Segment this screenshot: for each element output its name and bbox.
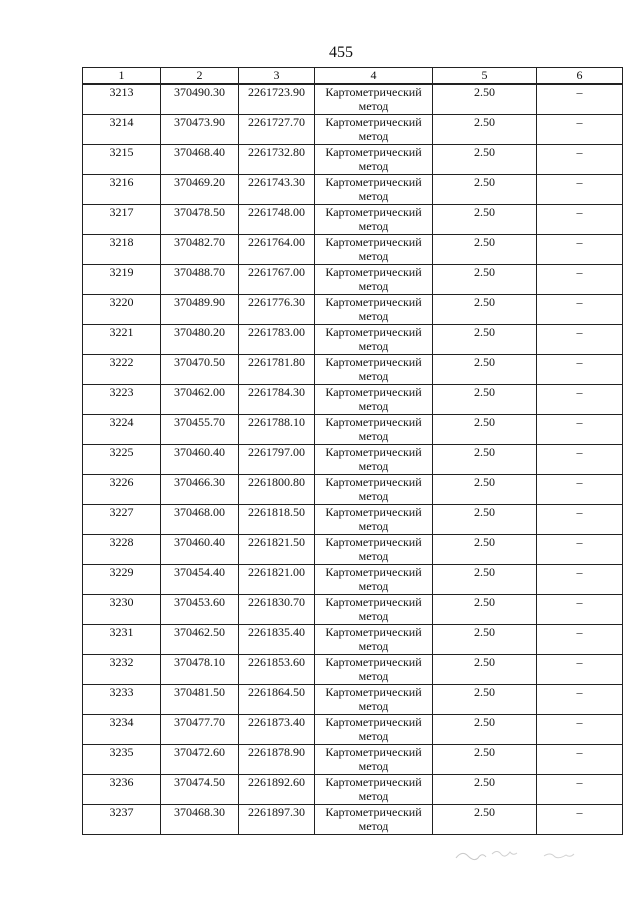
x-coordinate-cell: 370468.30 xyxy=(161,805,239,835)
method-text-line2: метод xyxy=(358,399,389,413)
point-number-cell: 3227 xyxy=(83,505,161,535)
y-coordinate-cell: 2261873.40 xyxy=(239,715,315,745)
accuracy-cell: 2.50 xyxy=(433,475,537,505)
method-text-line1: Картометрический xyxy=(325,265,422,279)
method-cell xyxy=(315,295,433,325)
x-coordinate-cell: 370490.30 xyxy=(161,84,239,115)
point-number-cell: 3218 xyxy=(83,235,161,265)
method-text-line2: метод xyxy=(358,189,389,203)
note-cell: – xyxy=(537,655,623,685)
accuracy-cell: 2.50 xyxy=(433,415,537,445)
method-cell xyxy=(315,655,433,685)
method-text-line1: Картометрический xyxy=(325,625,422,639)
table-row xyxy=(83,265,623,295)
x-coordinate-cell: 370468.00 xyxy=(161,505,239,535)
x-coordinate-cell: 370489.90 xyxy=(161,295,239,325)
x-coordinate-cell: 370472.60 xyxy=(161,745,239,775)
accuracy-cell: 2.50 xyxy=(433,655,537,685)
method-text-line2: метод xyxy=(358,609,389,623)
note-cell: – xyxy=(537,265,623,295)
method-text-line2: метод xyxy=(358,489,389,503)
table-row xyxy=(83,715,623,745)
x-coordinate-cell: 370466.30 xyxy=(161,475,239,505)
accuracy-cell: 2.50 xyxy=(433,295,537,325)
method-cell xyxy=(315,505,433,535)
accuracy-cell: 2.50 xyxy=(433,775,537,805)
y-coordinate-cell: 2261821.50 xyxy=(239,535,315,565)
accuracy-cell: 2.50 xyxy=(433,205,537,235)
point-number-cell: 3213 xyxy=(83,84,161,115)
x-coordinate-cell: 370454.40 xyxy=(161,565,239,595)
table-header xyxy=(83,68,623,85)
note-cell: – xyxy=(537,745,623,775)
method-text-line1: Картометрический xyxy=(325,115,422,129)
table-row xyxy=(83,175,623,205)
note-cell: – xyxy=(537,775,623,805)
method-cell xyxy=(315,385,433,415)
table-row xyxy=(83,805,623,835)
method-text-line1: Картометрический xyxy=(325,385,422,399)
note-cell: – xyxy=(537,595,623,625)
method-text-line1: Картометрический xyxy=(325,145,422,159)
method-text-line2: метод xyxy=(358,699,389,713)
point-number-cell: 3228 xyxy=(83,535,161,565)
method-text-line2: метод xyxy=(358,429,389,443)
method-text-line1: Картометрический xyxy=(325,775,422,789)
x-coordinate-cell: 370478.10 xyxy=(161,655,239,685)
accuracy-cell: 2.50 xyxy=(433,265,537,295)
method-cell xyxy=(315,685,433,715)
accuracy-cell: 2.50 xyxy=(433,625,537,655)
y-coordinate-cell: 2261878.90 xyxy=(239,745,315,775)
note-cell: – xyxy=(537,625,623,655)
table-row xyxy=(83,475,623,505)
x-coordinate-cell: 370481.50 xyxy=(161,685,239,715)
method-cell xyxy=(315,325,433,355)
point-number-cell: 3225 xyxy=(83,445,161,475)
x-coordinate-cell: 370478.50 xyxy=(161,205,239,235)
method-text-line2: метод xyxy=(358,639,389,653)
point-number-cell: 3231 xyxy=(83,625,161,655)
note-cell: – xyxy=(537,475,623,505)
note-cell: – xyxy=(537,145,623,175)
x-coordinate-cell: 370462.50 xyxy=(161,625,239,655)
table-row xyxy=(83,355,623,385)
method-text-line1: Картометрический xyxy=(325,595,422,609)
point-number-cell: 3229 xyxy=(83,565,161,595)
x-coordinate-cell: 370474.50 xyxy=(161,775,239,805)
accuracy-cell: 2.50 xyxy=(433,145,537,175)
accuracy-cell: 2.50 xyxy=(433,325,537,355)
header-row xyxy=(83,68,623,85)
table-row xyxy=(83,775,623,805)
method-text-line2: метод xyxy=(358,339,389,353)
method-text-line1: Картометрический xyxy=(325,355,422,369)
point-number-cell: 3230 xyxy=(83,595,161,625)
point-number-cell: 3234 xyxy=(83,715,161,745)
x-coordinate-cell: 370460.40 xyxy=(161,535,239,565)
y-coordinate-cell: 2261776.30 xyxy=(239,295,315,325)
method-cell xyxy=(315,775,433,805)
note-cell: – xyxy=(537,805,623,835)
note-cell: – xyxy=(537,355,623,385)
point-number-cell: 3223 xyxy=(83,385,161,415)
method-cell xyxy=(315,175,433,205)
point-number-cell: 3237 xyxy=(83,805,161,835)
point-number-cell: 3226 xyxy=(83,475,161,505)
method-text-line1: Картометрический xyxy=(325,685,422,699)
method-text-line2: метод xyxy=(358,459,389,473)
y-coordinate-cell: 2261748.00 xyxy=(239,205,315,235)
method-text-line1: Картометрический xyxy=(325,535,422,549)
table-row xyxy=(83,445,623,475)
x-coordinate-cell: 370488.70 xyxy=(161,265,239,295)
note-cell: – xyxy=(537,535,623,565)
y-coordinate-cell: 2261781.80 xyxy=(239,355,315,385)
point-number-cell: 3233 xyxy=(83,685,161,715)
x-coordinate-cell: 370470.50 xyxy=(161,355,239,385)
method-cell xyxy=(315,445,433,475)
table-row xyxy=(83,145,623,175)
accuracy-cell: 2.50 xyxy=(433,505,537,535)
method-cell xyxy=(315,625,433,655)
method-text-line2: метод xyxy=(358,549,389,563)
table-row xyxy=(83,385,623,415)
method-text-line1: Картометрический xyxy=(325,745,422,759)
accuracy-cell: 2.50 xyxy=(433,715,537,745)
accuracy-cell: 2.50 xyxy=(433,685,537,715)
point-number-cell: 3224 xyxy=(83,415,161,445)
point-number-cell: 3220 xyxy=(83,295,161,325)
note-cell: – xyxy=(537,175,623,205)
note-cell: – xyxy=(537,235,623,265)
y-coordinate-cell: 2261830.70 xyxy=(239,595,315,625)
note-cell: – xyxy=(537,115,623,145)
point-number-cell: 3236 xyxy=(83,775,161,805)
y-coordinate-cell: 2261783.00 xyxy=(239,325,315,355)
method-text-line1: Картометрический xyxy=(325,565,422,579)
y-coordinate-cell: 2261732.80 xyxy=(239,145,315,175)
column-header: 3 xyxy=(239,68,315,85)
accuracy-cell: 2.50 xyxy=(433,175,537,205)
y-coordinate-cell: 2261723.90 xyxy=(239,84,315,115)
y-coordinate-cell: 2261821.00 xyxy=(239,565,315,595)
x-coordinate-cell: 370460.40 xyxy=(161,445,239,475)
column-header: 4 xyxy=(315,68,433,85)
table-row xyxy=(83,535,623,565)
point-number-cell: 3235 xyxy=(83,745,161,775)
x-coordinate-cell: 370480.20 xyxy=(161,325,239,355)
point-number-cell: 3215 xyxy=(83,145,161,175)
note-cell: – xyxy=(537,84,623,115)
y-coordinate-cell: 2261897.30 xyxy=(239,805,315,835)
y-coordinate-cell: 2261767.00 xyxy=(239,265,315,295)
method-cell xyxy=(315,415,433,445)
note-cell: – xyxy=(537,385,623,415)
method-text-line2: метод xyxy=(358,369,389,383)
point-number-cell: 3216 xyxy=(83,175,161,205)
method-cell xyxy=(315,235,433,265)
table-row xyxy=(83,565,623,595)
method-text-line1: Картометрический xyxy=(325,235,422,249)
y-coordinate-cell: 2261800.80 xyxy=(239,475,315,505)
method-text-line2: метод xyxy=(358,99,389,113)
point-number-cell: 3219 xyxy=(83,265,161,295)
column-header: 2 xyxy=(161,68,239,85)
method-text-line1: Картометрический xyxy=(325,445,422,459)
note-cell: – xyxy=(537,565,623,595)
table-row xyxy=(83,84,623,115)
faint-handwriting-mark xyxy=(452,840,592,866)
note-cell: – xyxy=(537,505,623,535)
method-cell xyxy=(315,265,433,295)
x-coordinate-cell: 370473.90 xyxy=(161,115,239,145)
method-text-line1: Картометрический xyxy=(325,295,422,309)
y-coordinate-cell: 2261818.50 xyxy=(239,505,315,535)
accuracy-cell: 2.50 xyxy=(433,84,537,115)
method-text-line2: метод xyxy=(358,159,389,173)
note-cell: – xyxy=(537,415,623,445)
method-text-line1: Картометрический xyxy=(325,325,422,339)
method-cell xyxy=(315,565,433,595)
table-body xyxy=(83,84,623,835)
table-row xyxy=(83,655,623,685)
point-number-cell: 3214 xyxy=(83,115,161,145)
method-text-line2: метод xyxy=(358,279,389,293)
accuracy-cell: 2.50 xyxy=(433,535,537,565)
method-cell xyxy=(315,805,433,835)
accuracy-cell: 2.50 xyxy=(433,565,537,595)
point-number-cell: 3232 xyxy=(83,655,161,685)
y-coordinate-cell: 2261864.50 xyxy=(239,685,315,715)
accuracy-cell: 2.50 xyxy=(433,595,537,625)
x-coordinate-cell: 370468.40 xyxy=(161,145,239,175)
method-text-line1: Картометрический xyxy=(325,205,422,219)
method-text-line1: Картометрический xyxy=(325,715,422,729)
method-text-line2: метод xyxy=(358,669,389,683)
column-header: 1 xyxy=(83,68,161,85)
table-row xyxy=(83,295,623,325)
accuracy-cell: 2.50 xyxy=(433,115,537,145)
method-text-line1: Картометрический xyxy=(325,475,422,489)
method-text-line2: метод xyxy=(358,129,389,143)
method-cell xyxy=(315,355,433,385)
method-text-line1: Картометрический xyxy=(325,175,422,189)
coordinates-table xyxy=(82,67,623,835)
point-number-cell: 3221 xyxy=(83,325,161,355)
table-row xyxy=(83,325,623,355)
table-row xyxy=(83,595,623,625)
y-coordinate-cell: 2261784.30 xyxy=(239,385,315,415)
method-cell xyxy=(315,205,433,235)
point-number-cell: 3217 xyxy=(83,205,161,235)
accuracy-cell: 2.50 xyxy=(433,235,537,265)
y-coordinate-cell: 2261797.00 xyxy=(239,445,315,475)
method-text-line2: метод xyxy=(358,819,389,833)
method-text-line2: метод xyxy=(358,519,389,533)
page-number: 455 xyxy=(329,44,353,61)
x-coordinate-cell: 370482.70 xyxy=(161,235,239,265)
method-text-line1: Картометрический xyxy=(325,655,422,669)
method-text-line2: метод xyxy=(358,729,389,743)
note-cell: – xyxy=(537,205,623,235)
method-text-line1: Картометрический xyxy=(325,85,422,99)
table-row xyxy=(83,505,623,535)
method-text-line2: метод xyxy=(358,309,389,323)
table-row xyxy=(83,745,623,775)
note-cell: – xyxy=(537,325,623,355)
method-cell xyxy=(315,115,433,145)
accuracy-cell: 2.50 xyxy=(433,805,537,835)
accuracy-cell: 2.50 xyxy=(433,355,537,385)
column-header: 5 xyxy=(433,68,537,85)
note-cell: – xyxy=(537,295,623,325)
method-text-line2: метод xyxy=(358,219,389,233)
table-row xyxy=(83,625,623,655)
y-coordinate-cell: 2261892.60 xyxy=(239,775,315,805)
method-text-line1: Картометрический xyxy=(325,805,422,819)
accuracy-cell: 2.50 xyxy=(433,385,537,415)
column-header: 6 xyxy=(537,68,623,85)
x-coordinate-cell: 370455.70 xyxy=(161,415,239,445)
table-row xyxy=(83,685,623,715)
method-cell xyxy=(315,84,433,115)
note-cell: – xyxy=(537,685,623,715)
y-coordinate-cell: 2261788.10 xyxy=(239,415,315,445)
table-row xyxy=(83,205,623,235)
y-coordinate-cell: 2261727.70 xyxy=(239,115,315,145)
method-text-line1: Картометрический xyxy=(325,505,422,519)
y-coordinate-cell: 2261853.60 xyxy=(239,655,315,685)
method-cell xyxy=(315,595,433,625)
y-coordinate-cell: 2261764.00 xyxy=(239,235,315,265)
method-text-line2: метод xyxy=(358,579,389,593)
method-text-line2: метод xyxy=(358,249,389,263)
method-text-line1: Картометрический xyxy=(325,415,422,429)
x-coordinate-cell: 370477.70 xyxy=(161,715,239,745)
table-row xyxy=(83,235,623,265)
y-coordinate-cell: 2261743.30 xyxy=(239,175,315,205)
method-cell xyxy=(315,745,433,775)
method-text-line2: метод xyxy=(358,759,389,773)
method-cell xyxy=(315,715,433,745)
accuracy-cell: 2.50 xyxy=(433,745,537,775)
x-coordinate-cell: 370469.20 xyxy=(161,175,239,205)
accuracy-cell: 2.50 xyxy=(433,445,537,475)
x-coordinate-cell: 370462.00 xyxy=(161,385,239,415)
method-cell xyxy=(315,535,433,565)
method-text-line2: метод xyxy=(358,789,389,803)
point-number-cell: 3222 xyxy=(83,355,161,385)
table-row xyxy=(83,115,623,145)
table-row xyxy=(83,415,623,445)
note-cell: – xyxy=(537,445,623,475)
note-cell: – xyxy=(537,715,623,745)
method-cell xyxy=(315,475,433,505)
x-coordinate-cell: 370453.60 xyxy=(161,595,239,625)
method-cell xyxy=(315,145,433,175)
y-coordinate-cell: 2261835.40 xyxy=(239,625,315,655)
